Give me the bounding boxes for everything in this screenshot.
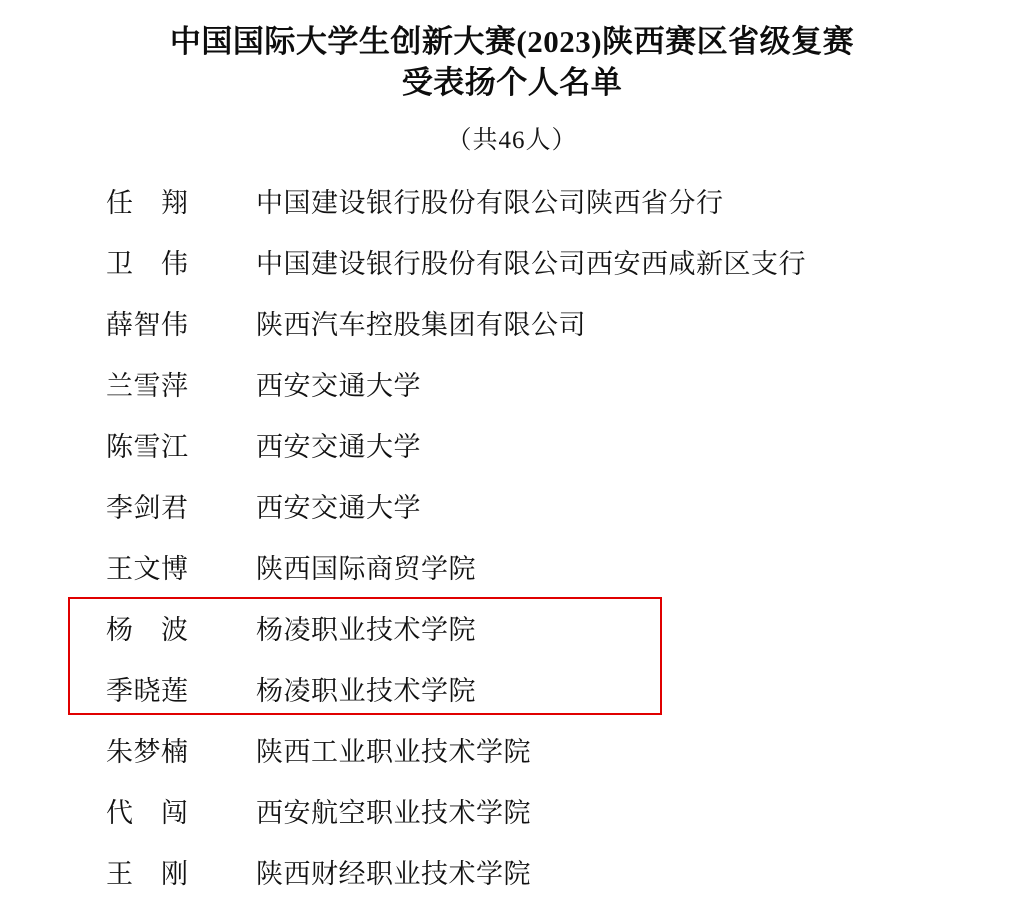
list-item: [106, 858, 964, 922]
person-name: 兰雪萍: [106, 370, 189, 401]
person-name: 朱梦楠: [106, 736, 189, 767]
list-item: [106, 370, 964, 434]
list-item: [106, 492, 964, 556]
person-organization: 西安交通大学: [256, 492, 421, 523]
list-item-highlighted: [106, 614, 964, 678]
person-organization: 陕西财经职业技术学院: [256, 858, 531, 889]
person-name: 卫 伟: [106, 248, 189, 279]
person-organization: 陕西国际商贸学院: [256, 553, 476, 584]
page-title-line-2: 受表扬个人名单: [401, 64, 623, 100]
list-item: [106, 187, 964, 251]
person-organization: 中国建设银行股份有限公司陕西省分行: [256, 187, 724, 218]
person-name: 季晓莲: [106, 675, 189, 706]
person-name: 薛智伟: [106, 309, 189, 340]
person-name: 王文博: [106, 553, 189, 584]
list-item: [106, 736, 964, 800]
person-organization: 杨凌职业技术学院: [256, 614, 476, 645]
person-name: 任 翔: [106, 187, 189, 218]
list-item-highlighted: [106, 675, 964, 739]
list-item: [106, 797, 964, 861]
page-title: [60, 22, 964, 104]
person-organization: 陕西工业职业技术学院: [256, 736, 531, 767]
page-title-line-1: 中国国际大学生创新大赛(2023)陕西赛区省级复赛: [169, 24, 855, 59]
person-organization: 杨凌职业技术学院: [256, 675, 476, 706]
name-list: [60, 187, 964, 922]
person-organization: 西安航空职业技术学院: [256, 797, 531, 828]
list-item: [106, 553, 964, 617]
list-item: [106, 431, 964, 495]
person-organization: 西安交通大学: [256, 370, 421, 401]
person-organization: 中国建设银行股份有限公司西安西咸新区支行: [256, 248, 806, 279]
person-name: 代 闯: [106, 797, 189, 828]
person-name: 杨 波: [106, 614, 189, 645]
person-name: 李剑君: [106, 492, 189, 523]
page-subtitle: （共46人）: [446, 126, 578, 154]
person-name: 王 刚: [106, 858, 189, 889]
person-organization: 陕西汽车控股集团有限公司: [256, 309, 586, 340]
person-name: 陈雪江: [106, 431, 189, 462]
list-item: [106, 248, 964, 312]
list-item: [106, 309, 964, 373]
person-organization: 西安交通大学: [256, 431, 421, 462]
